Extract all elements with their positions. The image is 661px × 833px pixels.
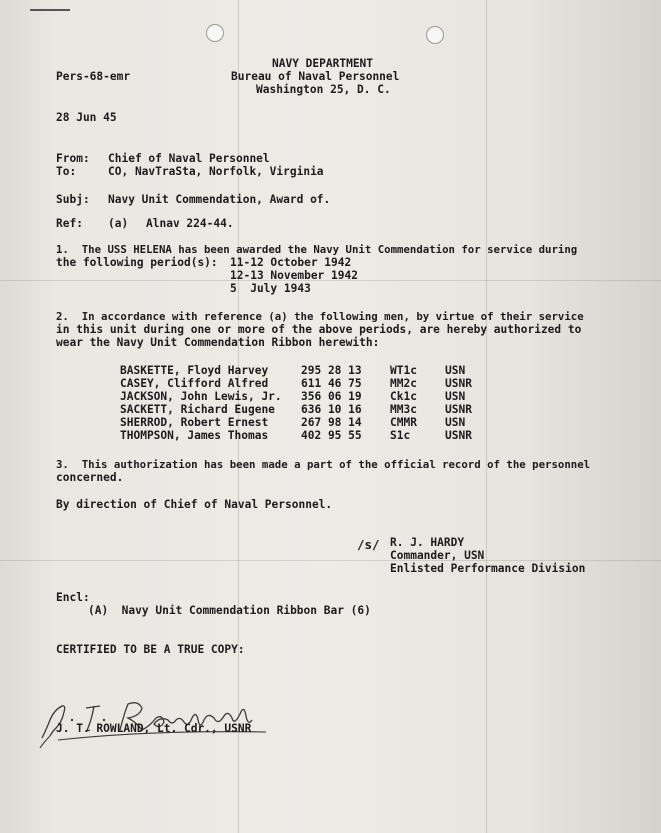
fold-line xyxy=(486,0,487,833)
signature-marker: /s/ xyxy=(357,537,380,552)
personnel-name: BASKETTE, Floyd Harvey xyxy=(120,364,269,377)
from-value: Chief of Naval Personnel xyxy=(108,152,270,165)
signatory-division: Enlisted Performance Division xyxy=(390,562,586,575)
personnel-number: 636 10 16 xyxy=(301,403,362,416)
personnel-rate: Ck1c xyxy=(390,390,417,403)
paragraph-2-line-2: in this unit during one or more of the above periods, are hereby authorized to xyxy=(56,323,582,336)
period-1: 11-12 October 1942 xyxy=(230,256,352,269)
enclosure-label: Encl: xyxy=(56,591,90,604)
personnel-number: 611 46 75 xyxy=(301,377,362,390)
reference-code: Pers-68-emr xyxy=(56,70,131,83)
personnel-branch: USNR xyxy=(445,429,472,442)
personnel-rate: S1c xyxy=(390,429,411,442)
personnel-rate: MM2c xyxy=(390,377,417,390)
personnel-name: THOMPSON, James Thomas xyxy=(120,429,269,442)
location-heading: Washington 25, D. C. xyxy=(256,83,391,96)
bureau-heading: Bureau of Naval Personnel xyxy=(231,70,400,83)
certifier-name: J. T. ROWLAND, Lt. Cdr., USNR xyxy=(56,722,252,735)
personnel-name: JACKSON, John Lewis, Jr. xyxy=(120,390,282,403)
punch-hole-left xyxy=(206,24,224,42)
paragraph-2-line-3: wear the Navy Unit Commendation Ribbon herewith: xyxy=(56,336,380,349)
signatory-rank: Commander, USN xyxy=(390,549,485,562)
personnel-rate: MM3c xyxy=(390,403,417,416)
fold-line xyxy=(0,560,661,561)
to-label: To: xyxy=(56,165,77,178)
paragraph-3-line-1: 3. This authorization has been made a part of the official record of the personnel xyxy=(56,458,591,471)
subject-label: Subj: xyxy=(56,193,90,206)
personnel-branch: USNR xyxy=(445,377,472,390)
personnel-number: 295 28 13 xyxy=(301,364,362,377)
personnel-branch: USNR xyxy=(445,403,472,416)
personnel-name: CASEY, Clifford Alfred xyxy=(120,377,269,390)
personnel-number: 356 06 19 xyxy=(301,390,362,403)
top-edge-mark xyxy=(30,9,70,11)
personnel-name: SACKETT, Richard Eugene xyxy=(120,403,275,416)
paragraph-1-line-2: the following period(s): xyxy=(56,256,218,269)
personnel-branch: USN xyxy=(445,364,466,377)
personnel-rate: WT1c xyxy=(390,364,417,377)
from-label: From: xyxy=(56,152,90,165)
paragraph-1-line-1: 1. The USS HELENA has been awarded the Navy Unit Commendation for service during xyxy=(56,243,578,256)
direction-line: By direction of Chief of Naval Personnel. xyxy=(56,498,333,511)
paragraph-3-line-2: concerned. xyxy=(56,471,124,484)
paragraph-2-line-1: 2. In accordance with reference (a) the following men, by virtue of their service xyxy=(56,310,584,323)
department-heading: NAVY DEPARTMENT xyxy=(272,57,374,70)
personnel-number: 267 98 14 xyxy=(301,416,362,429)
reference-label: Ref: xyxy=(56,217,83,230)
certification-line: CERTIFIED TO BE A TRUE COPY: xyxy=(56,643,245,656)
to-value: CO, NavTraSta, Norfolk, Virginia xyxy=(108,165,324,178)
personnel-branch: USN xyxy=(445,416,466,429)
reference-marker: (a) xyxy=(108,217,129,230)
period-2: 12-13 November 1942 xyxy=(230,269,358,282)
personnel-number: 402 95 55 xyxy=(301,429,362,442)
enclosure-value: (A) Navy Unit Commendation Ribbon Bar (6) xyxy=(88,604,371,617)
letter-date: 28 Jun 45 xyxy=(56,111,117,124)
personnel-rate: CMMR xyxy=(390,416,417,429)
reference-value: Alnav 224-44. xyxy=(146,217,234,230)
handwritten-signature xyxy=(28,690,288,750)
personnel-branch: USN xyxy=(445,390,466,403)
punch-hole-right xyxy=(426,26,444,44)
signatory-name: R. J. HARDY xyxy=(390,536,465,549)
period-3: 5 July 1943 xyxy=(230,282,311,295)
personnel-name: SHERROD, Robert Ernest xyxy=(120,416,269,429)
subject-value: Navy Unit Commendation, Award of. xyxy=(108,193,331,206)
